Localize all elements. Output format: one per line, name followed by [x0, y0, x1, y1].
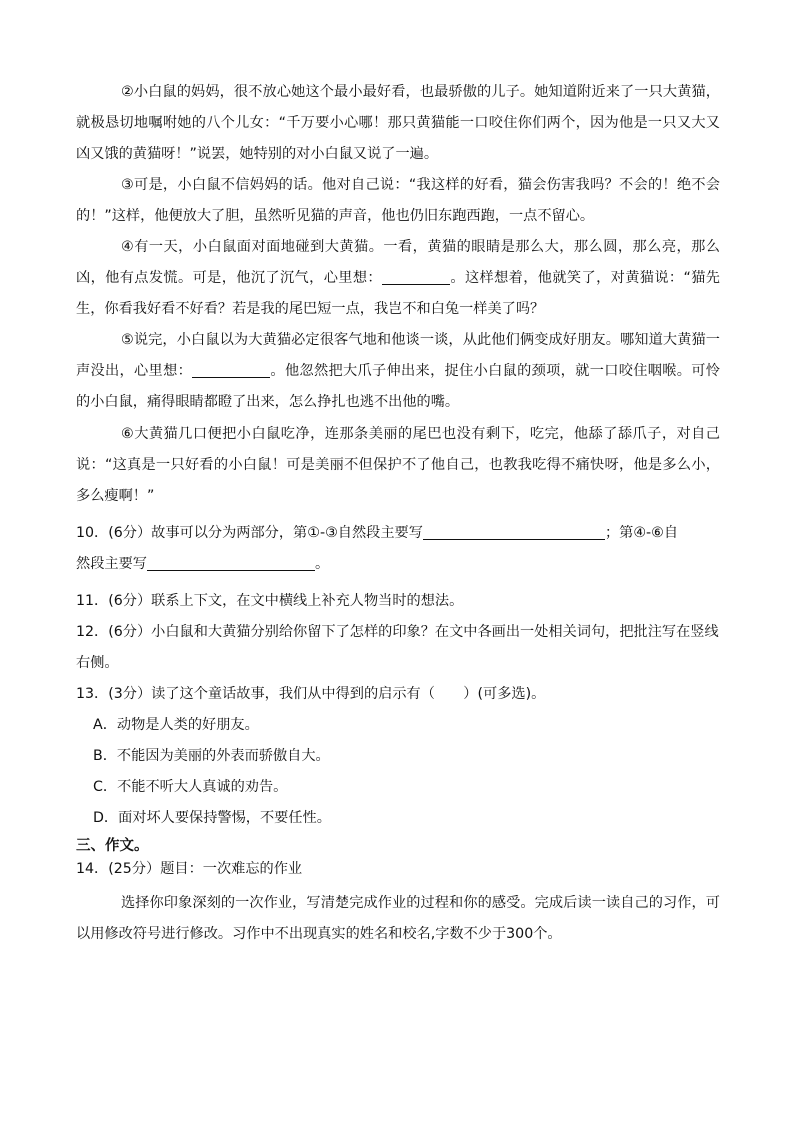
- paragraph-5-part1: ⑤说完，小白鼠以为大黄猫必定很客气地和他谈一谈，从此他们俩变成好朋友。哪知道大黄猫一声没出，心里想：: [76, 332, 720, 379]
- option-a: A．动物是人类的好朋友。: [93, 717, 259, 733]
- question-10-text-4: 。: [314, 556, 330, 572]
- answer-blank-cat-thought[interactable]: [192, 361, 270, 378]
- paragraph-4: [76, 232, 720, 325]
- question-10-text-2: ；第④-⑥自: [604, 525, 679, 541]
- paragraph-3: ③可是，小白鼠不信妈妈的话。他对自己说：“我这样的好看，猫会伤害我吗？不会的！绝不会的！”这样，他便放大了胆，虽然听见猫的声音，他也仍旧东跑西跑，一点不留心。: [76, 177, 720, 224]
- answer-blank-q10-part1[interactable]: [423, 523, 605, 540]
- question-12: 12．(6分）小白鼠和大黄猫分别给你留下了怎样的印象？在文中各画出一处相关词句，把批注写在竖线右侧。: [76, 624, 719, 671]
- question-11: 11．(6分）联系上下文，在文中横线上补充人物当时的想法。: [76, 593, 464, 609]
- paragraph-4-part1: ④有一天，小白鼠面对面地碰到大黄猫。一看，黄猫的眼睛是那么大，那么圆，那么亮，那么凶，他有点发慌。可是，他沉了沉气，心里想：: [76, 239, 720, 286]
- answer-blank-q10-part2[interactable]: [147, 554, 315, 571]
- question-10: [76, 518, 720, 580]
- option-b: B．不能因为美丽的外表而骄傲自大。: [93, 748, 330, 764]
- question-14: 14．(25分）题目：一次难忘的作业: [76, 861, 303, 877]
- paragraph-4-part2: 。这样想着，他就笑了，对黄猫说：“猫先生，你看我好看不好看？若是我的尾巴短一点，我岂不和白兔一样美了吗？: [76, 270, 720, 317]
- section-heading-composition: 三、作文。: [76, 838, 149, 854]
- option-c: C．不能不听大人真诚的劝告。: [93, 779, 288, 795]
- option-d: D．面对坏人要保持警惕，不要任性。: [93, 810, 331, 826]
- paragraph-5-part2: 。他忽然把大爪子伸出来，捉住小白鼠的颈项，就一口咬住咽喉。可怜的小白鼠，痛得眼睛都瞪了出来，怎么挣扎也逃不出他的嘴。: [76, 363, 720, 410]
- question-13: 13．(3分）读了这个童话故事，我们从中得到的启示有（ ）(可多选)。: [76, 686, 546, 702]
- paragraph-2: ②小白鼠的妈妈，很不放心她这个最小最好看，也最骄傲的儿子。她知道附近来了一只大黄猫，就极恳切地嘱咐她的八个儿女：“千万要小心哪！那只黄猫能一口咬住你们两个，因为他是一只又大又凶又饿的黄猫呀！”说罢，她特别的对小白鼠又说了一遍。: [76, 84, 720, 162]
- paragraph-5: [76, 325, 720, 418]
- paragraph-6: ⑥大黄猫几口便把小白鼠吃净，连那条美丽的尾巴也没有剩下，吃完，他舔了舔爪子，对自己说：“这真是一只好看的小白鼠！可是美丽不但保护不了他自己，也教我吃得不痛快呀，他是多么小，多么瘦啊！”: [76, 426, 720, 504]
- composition-prompt: 选择你印象深刻的一次作业，写清楚完成作业的过程和你的感受。完成后读一读自己的习作，可以用修改符号进行修改。习作中不出现真实的姓名和校名,字数不少于300个。: [76, 895, 720, 942]
- question-10-text-3: 然段主要写: [76, 556, 147, 572]
- answer-blank-mouse-thought[interactable]: [382, 268, 450, 285]
- question-10-text-1: 10．(6分）故事可以分为两部分，第①-③自然段主要写: [76, 525, 423, 541]
